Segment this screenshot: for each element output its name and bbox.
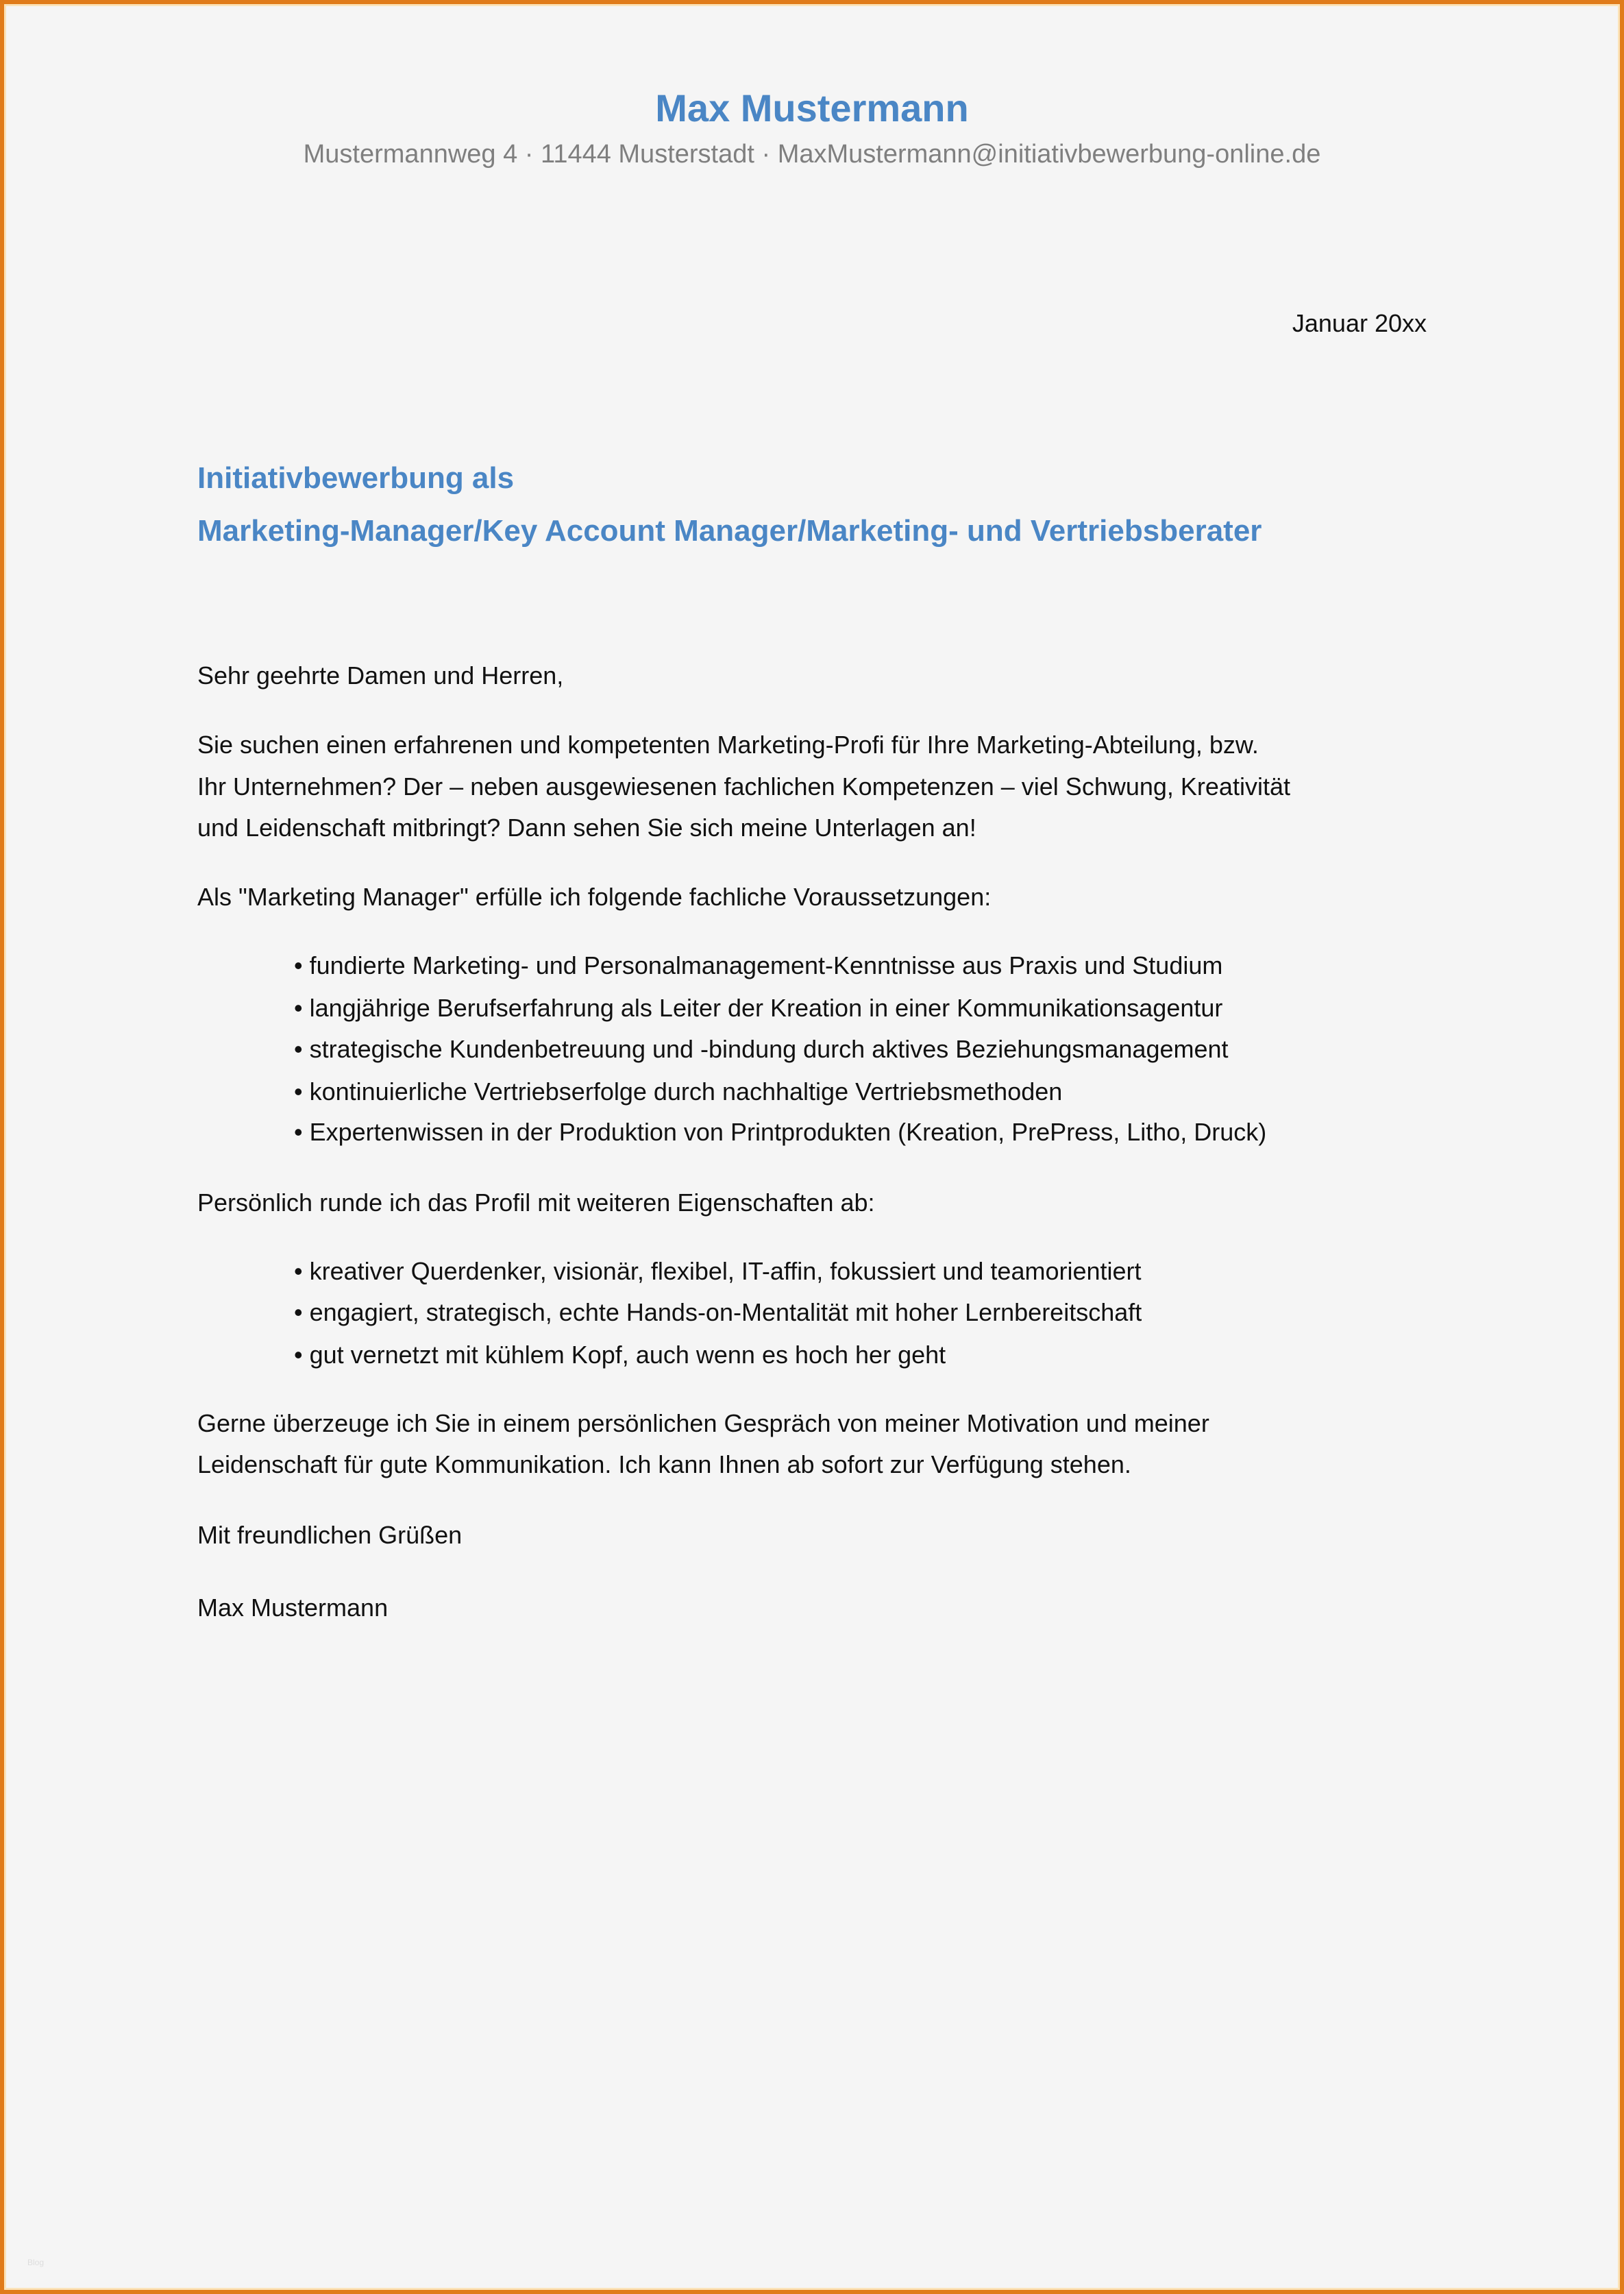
closing: Mit freundlichen Grüßen [197, 1521, 463, 1549]
qualification-item: • strategische Kundenbetreuung und -bindung durch aktives Beziehungsmanagement [294, 1035, 1229, 1063]
closing-paragraph-line: Gerne überzeuge ich Sie in einem persönlichen Gespräch von meiner Motivation und meiner [197, 1409, 1209, 1437]
sender-name: Max Mustermann [655, 86, 969, 130]
intro-line: Ihr Unternehmen? Der – neben ausgewiesenen fachlichen Kompetenzen – viel Schwung, Kreativität [197, 772, 1290, 801]
subject-line-2: Marketing-Manager/Key Account Manager/Marketing- und Vertriebsberater [197, 514, 1262, 548]
salutation: Sehr geehrte Damen und Herren, [197, 661, 564, 690]
trait-item: • gut vernetzt mit kühlem Kopf, auch wenn es hoch her geht [294, 1341, 946, 1369]
qualifications-intro: Als "Marketing Manager" erfülle ich folgende fachliche Voraussetzungen: [197, 883, 992, 911]
qualification-item: • fundierte Marketing- und Personalmanagement-Kenntnisse aus Praxis und Studium [294, 951, 1223, 979]
signature: Max Mustermann [197, 1594, 389, 1622]
qualification-item: • Expertenwissen in der Produktion von Printprodukten (Kreation, PrePress, Litho, Druck) [294, 1118, 1267, 1146]
qualification-item: • kontinuierliche Vertriebserfolge durch nachhaltige Vertriebsmethoden [294, 1077, 1063, 1106]
subject-line-1: Initiativbewerbung als [197, 461, 515, 495]
intro-line: Sie suchen einen erfahrenen und kompetenten Marketing-Profi für Ihre Marketing-Abteilung, bzw. [197, 731, 1259, 759]
intro-line: und Leidenschaft mitbringt? Dann sehen Sie sich meine Unterlagen an! [197, 814, 976, 842]
qualification-item: • langjährige Berufserfahrung als Leiter der Kreation in einer Kommunikationsagentur [294, 994, 1223, 1022]
trait-item: • engagiert, strategisch, echte Hands-on-Mentalität mit hoher Lernbereitschaft [294, 1298, 1142, 1326]
trait-item: • kreativer Querdenker, visionär, flexibel, IT-affin, fokussiert und teamorientiert [294, 1257, 1142, 1285]
traits-intro: Persönlich runde ich das Profil mit weiteren Eigenschaften ab: [197, 1188, 875, 1217]
watermark: Blog [27, 2258, 45, 2267]
letter-date: Januar 20xx [1292, 309, 1427, 337]
sender-address: Mustermannweg 4 · 11444 Musterstadt · MaxMustermann@initiativbewerbung-online.de [303, 140, 1321, 169]
closing-paragraph-line: Leidenschaft für gute Kommunikation. Ich kann Ihnen ab sofort zur Verfügung stehen. [197, 1450, 1131, 1478]
